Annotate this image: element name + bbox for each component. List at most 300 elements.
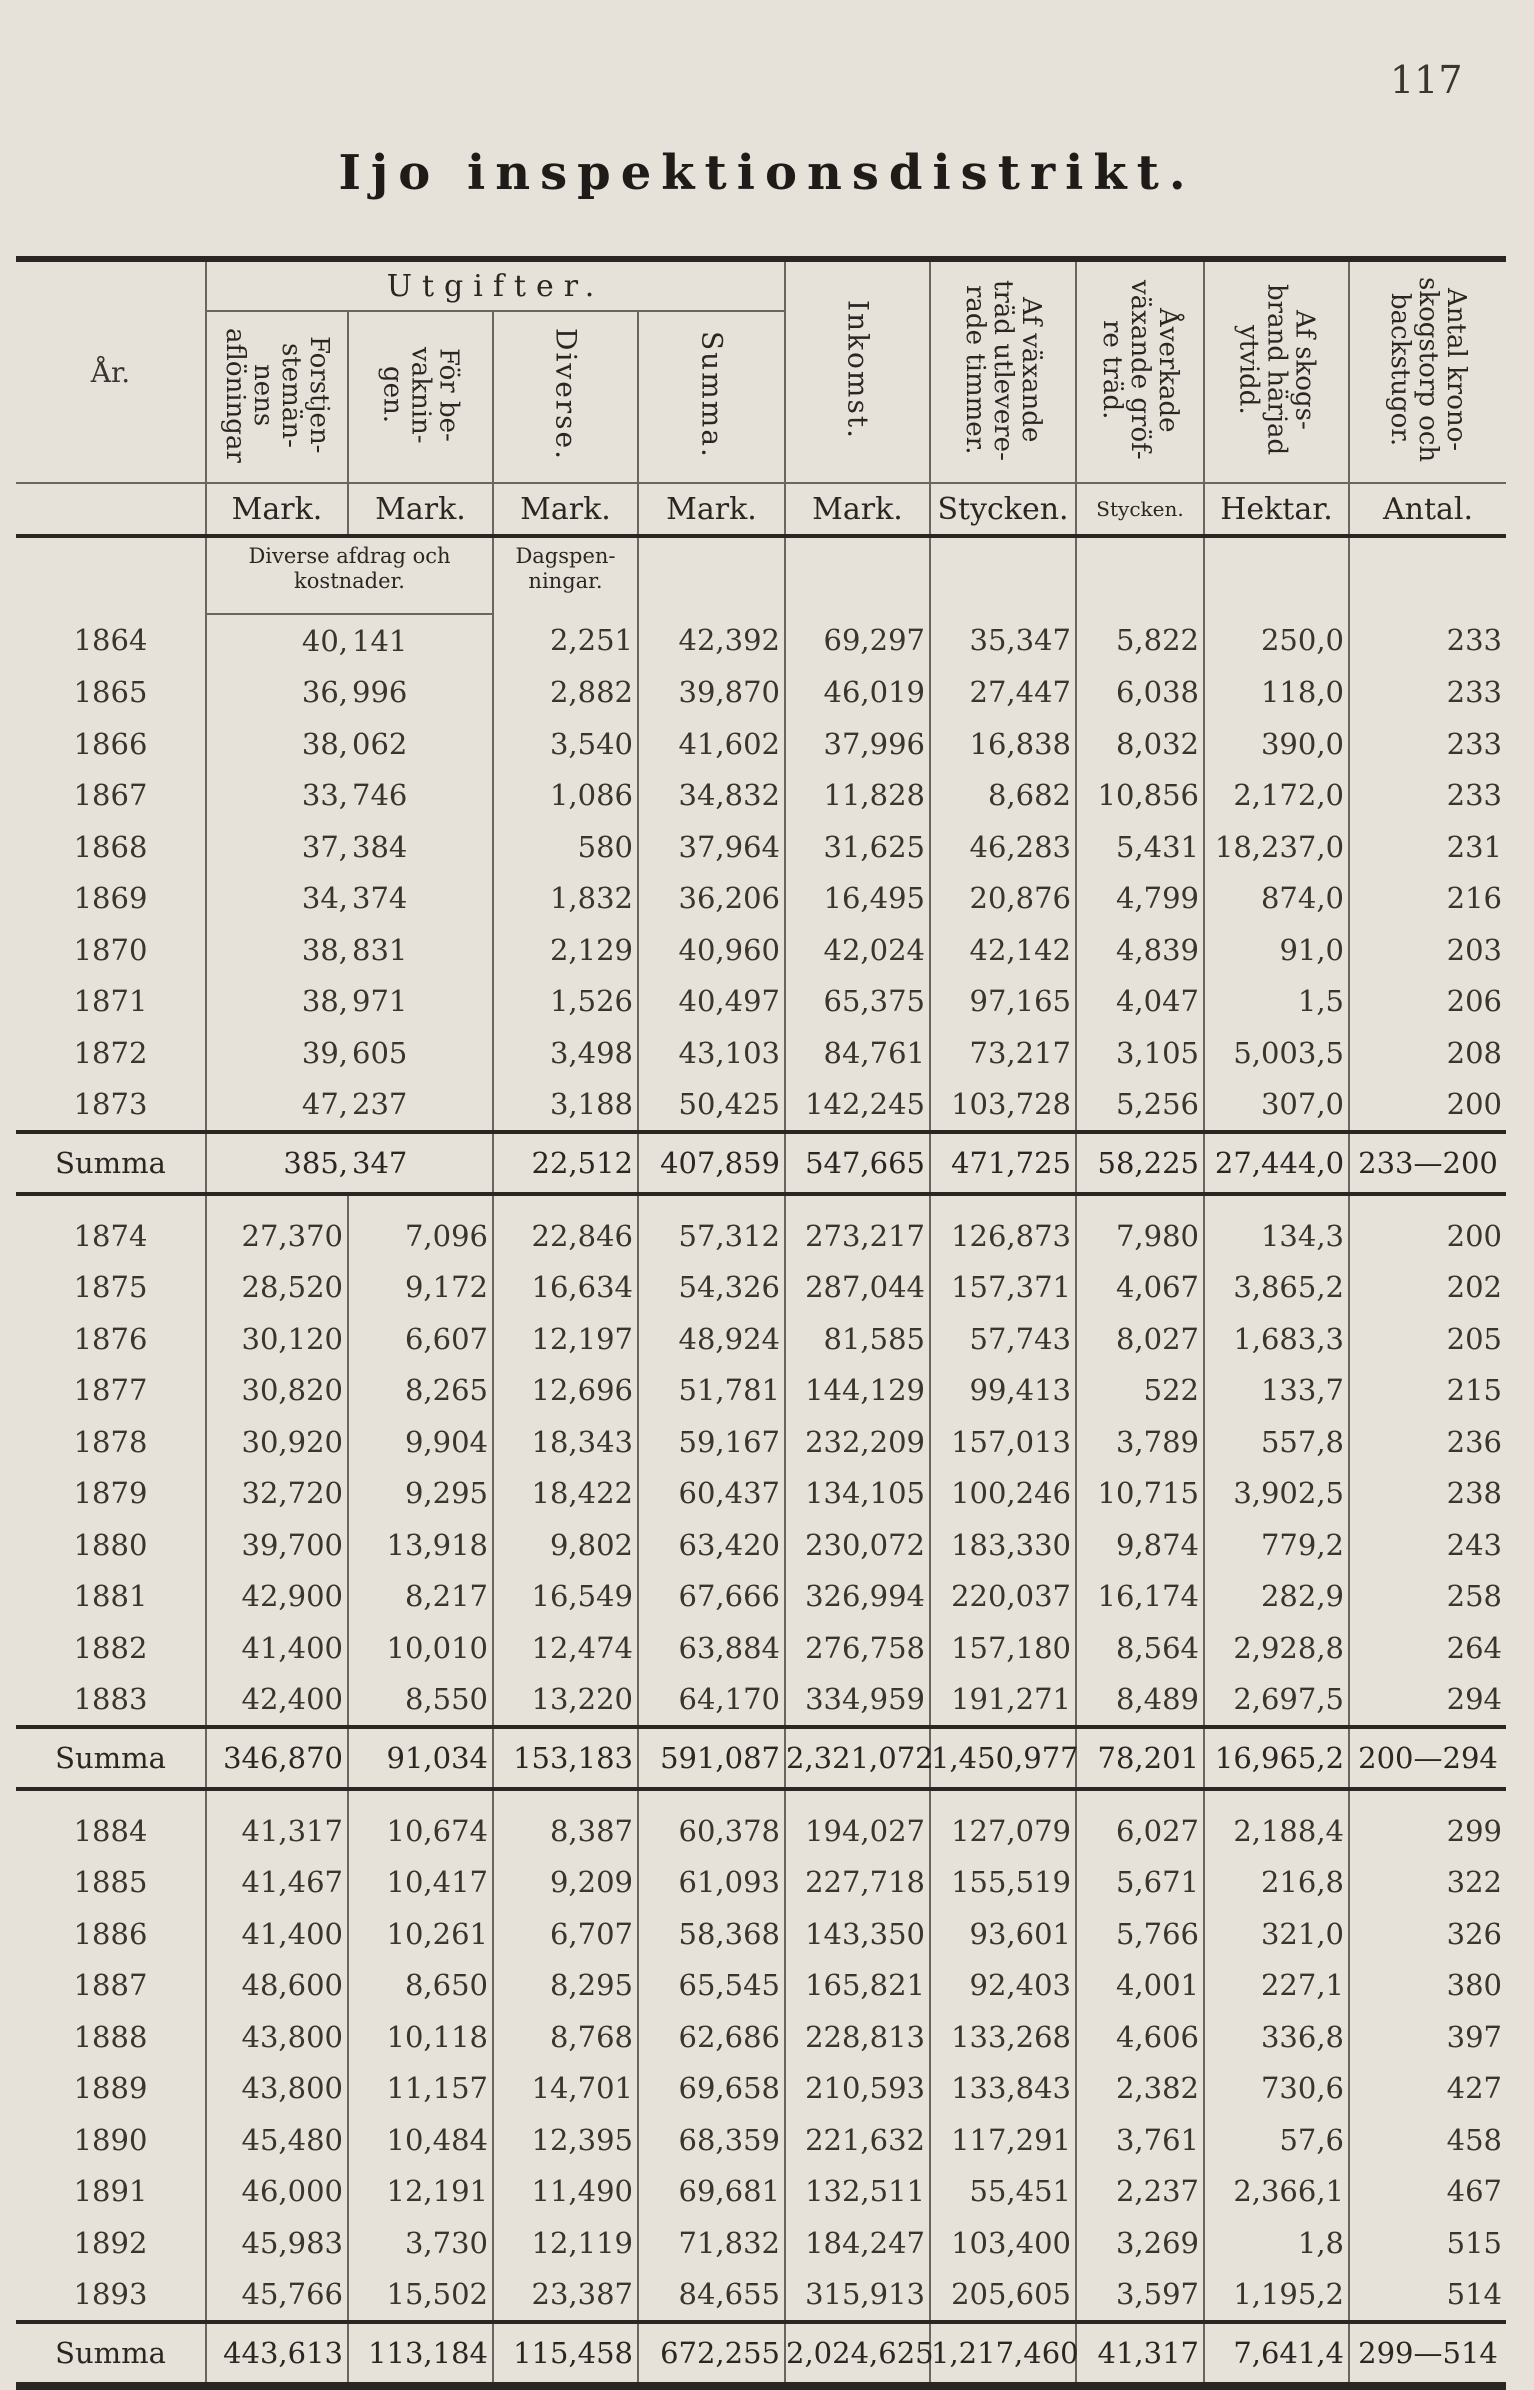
summa-cell: 407,859	[638, 1132, 785, 1194]
inkomst-cell: 16,495	[785, 873, 930, 925]
year-cell: 1891	[73, 2174, 148, 2209]
hektar-cell: 730,6	[1204, 2063, 1349, 2115]
diverse-cell: 9,209	[493, 1857, 638, 1909]
summa-cell: 34,832	[638, 770, 785, 822]
units-row	[16, 483, 1506, 536]
timmer-cell: 35,347	[930, 614, 1076, 667]
forstjen-header: Forstjen- stemän- nens aflöningar	[206, 311, 348, 483]
antal-cell: 208	[1349, 1027, 1506, 1079]
bevakning-cell: 11,157	[348, 2063, 493, 2115]
averkade-cell: 10,715	[1076, 1468, 1204, 1520]
year-cell: 1885	[73, 1865, 148, 1900]
hektar-cell: 16,965,2	[1204, 1727, 1349, 1789]
inkomst-cell: 334,959	[785, 1674, 930, 1728]
antal-cell: 205	[1349, 1313, 1506, 1365]
hektar-cell: 307,0	[1204, 1079, 1349, 1133]
summa-cell: 41,602	[638, 718, 785, 770]
hektar-cell: 779,2	[1204, 1519, 1349, 1571]
forstjen-cell: 45,983	[206, 2217, 348, 2269]
bevakning-cell: 6,607	[348, 1313, 493, 1365]
table-row	[16, 873, 1506, 925]
hektar-cell: 133,7	[1204, 1365, 1349, 1417]
antal-cell: 216	[1349, 873, 1506, 925]
antal-cell: 322	[1349, 1857, 1506, 1909]
antal-cell: 236	[1349, 1416, 1506, 1468]
bevakning-cell: 8,550	[348, 1674, 493, 1728]
summa-row	[16, 1132, 1506, 1194]
antal-cell: 299—514	[1349, 2322, 1506, 2384]
forstjen-cell: 30,820	[206, 1365, 348, 1417]
averkade-cell: 5,766	[1076, 1908, 1204, 1960]
year-cell: 1887	[73, 1968, 148, 2003]
averkade-cell: 3,597	[1076, 2269, 1204, 2323]
timmer-cell: 1,450,977	[930, 1727, 1076, 1789]
diverse-cell: 12,474	[493, 1622, 638, 1674]
antal-cell: 264	[1349, 1622, 1506, 1674]
antal-cell: 467	[1349, 2166, 1506, 2218]
forstjen-cell: 46,000	[206, 2166, 348, 2218]
diverse-cell: 23,387	[493, 2269, 638, 2323]
hektar-cell: 1,5	[1204, 976, 1349, 1028]
hektar-cell: 216,8	[1204, 1857, 1349, 1909]
timmer-cell: 100,246	[930, 1468, 1076, 1520]
table-row	[16, 2114, 1506, 2166]
table-row	[16, 1262, 1506, 1314]
antal-cell: 326	[1349, 1908, 1506, 1960]
antal-cell: 238	[1349, 1468, 1506, 1520]
diverse-cell: 22,846	[493, 1210, 638, 1262]
table-row	[16, 1027, 1506, 1079]
forstjen-cell: 45,480	[206, 2114, 348, 2166]
forstjen-cell: 41,400	[206, 1622, 348, 1674]
year-cell: 1892	[73, 2225, 148, 2260]
unit-stycken: Stycken.	[930, 483, 1076, 536]
antal-cell: 294	[1349, 1674, 1506, 1728]
hektar-cell: 2,697,5	[1204, 1674, 1349, 1728]
year-cell: 1881	[73, 1579, 148, 1614]
summa-cell: 69,681	[638, 2166, 785, 2218]
bevakning-cell: 10,484	[348, 2114, 493, 2166]
table-row	[16, 1079, 1506, 1133]
summa-label: Summa	[16, 1727, 206, 1789]
bevakning-cell: 9,295	[348, 1468, 493, 1520]
bevakning-cell: 347	[348, 1132, 493, 1194]
table-row	[16, 1416, 1506, 1468]
averkade-cell: 8,564	[1076, 1622, 1204, 1674]
units-blank	[16, 483, 206, 536]
summa-label: Summa	[16, 1132, 206, 1194]
summa-cell: 36,206	[638, 873, 785, 925]
year-cell: 1880	[73, 1527, 148, 1562]
header-row-top	[16, 262, 1506, 311]
summa-cell: 64,170	[638, 1674, 785, 1728]
dagspenningar-label: Dagspen- ningar.	[493, 536, 638, 614]
antal-cell: 200	[1349, 1079, 1506, 1133]
hektar-cell: 91,0	[1204, 924, 1349, 976]
bevakning-cell: 7,096	[348, 1210, 493, 1262]
inkomst-cell: 144,129	[785, 1365, 930, 1417]
inkomst-cell: 2,024,625	[785, 2322, 930, 2384]
hektar-cell: 227,1	[1204, 1960, 1349, 2012]
inkomst-cell: 547,665	[785, 1132, 930, 1194]
hektar-cell: 282,9	[1204, 1571, 1349, 1623]
row-spacer	[16, 1194, 1506, 1210]
diverse-cell: 2,251	[493, 614, 638, 667]
antal-cell: 233	[1349, 770, 1506, 822]
antal-cell: 233—200	[1349, 1132, 1506, 1194]
timmer-cell: 157,371	[930, 1262, 1076, 1314]
averkade-cell: 5,256	[1076, 1079, 1204, 1133]
forstjen-cell: 32,720	[206, 1468, 348, 1520]
averkade-cell: 2,382	[1076, 2063, 1204, 2115]
antal-cell: 200	[1349, 1210, 1506, 1262]
unit-mark: Mark.	[638, 483, 785, 536]
inkomst-cell: 46,019	[785, 667, 930, 719]
timmer-cell: 127,079	[930, 1805, 1076, 1857]
bevakning-cell: 996	[352, 675, 408, 710]
table-row	[16, 770, 1506, 822]
forstjen-cell: 41,400	[206, 1908, 348, 1960]
year-cell: 1865	[73, 675, 148, 710]
antal-cell: 515	[1349, 2217, 1506, 2269]
year-cell: 1874	[73, 1218, 148, 1253]
statistics-table	[16, 262, 1506, 2386]
averkade-cell: 8,027	[1076, 1313, 1204, 1365]
summa-cell: 40,960	[638, 924, 785, 976]
bevakning-cell: 384	[352, 829, 408, 864]
forstjen-cell: 41,467	[206, 1857, 348, 1909]
antal-cell: 215	[1349, 1365, 1506, 1417]
diverse-cell: 3,188	[493, 1079, 638, 1133]
diverse-cell: 16,634	[493, 1262, 638, 1314]
averkade-cell: 6,038	[1076, 667, 1204, 719]
forstjen-cell: 34,	[206, 873, 348, 925]
hektar-cell: 57,6	[1204, 2114, 1349, 2166]
summa-cell: 65,545	[638, 1960, 785, 2012]
inkomst-cell: 276,758	[785, 1622, 930, 1674]
diverse-cell: 12,197	[493, 1313, 638, 1365]
bevakning-cell: 10,417	[348, 1857, 493, 1909]
timmer-cell: 117,291	[930, 2114, 1076, 2166]
year-cell: 1882	[73, 1630, 148, 1665]
averkade-cell: 4,606	[1076, 2011, 1204, 2063]
forstjen-cell: 47,	[206, 1079, 348, 1133]
hektar-cell: 3,902,5	[1204, 1468, 1349, 1520]
antal-cell: 231	[1349, 821, 1506, 873]
forstjen-cell: 39,700	[206, 1519, 348, 1571]
year-cell: 1889	[73, 2071, 148, 2106]
hektar-cell: 874,0	[1204, 873, 1349, 925]
year-cell: 1893	[73, 2277, 148, 2312]
table-row	[16, 2269, 1506, 2323]
inkomst-cell: 84,761	[785, 1027, 930, 1079]
timmer-cell: 183,330	[930, 1519, 1076, 1571]
table-row	[16, 1805, 1506, 1857]
timmer-cell: 16,838	[930, 718, 1076, 770]
inkomst-cell: 227,718	[785, 1857, 930, 1909]
timmer-cell: 42,142	[930, 924, 1076, 976]
inkomst-cell: 194,027	[785, 1805, 930, 1857]
hektar-cell: 2,928,8	[1204, 1622, 1349, 1674]
timmer-cell: 97,165	[930, 976, 1076, 1028]
antal-cell: 258	[1349, 1571, 1506, 1623]
diverse-header: Diverse.	[493, 311, 638, 483]
timmer-cell: 157,180	[930, 1622, 1076, 1674]
unit-stycken: Stycken.	[1076, 483, 1204, 536]
diverse-cell: 2,882	[493, 667, 638, 719]
forstjen-cell: 33,	[206, 770, 348, 822]
summa-cell: 58,368	[638, 1908, 785, 1960]
diverse-cell: 8,768	[493, 2011, 638, 2063]
antal-cell: 206	[1349, 976, 1506, 1028]
bevakning-cell: 8,650	[348, 1960, 493, 2012]
skogsbrand-header: Af skogs- brand härjad ytvidd.	[1204, 262, 1349, 483]
averkade-cell: 58,225	[1076, 1132, 1204, 1194]
bevakning-header: För be- vaknin- gen.	[348, 311, 493, 483]
timmer-cell: 126,873	[930, 1210, 1076, 1262]
summa-cell: 63,420	[638, 1519, 785, 1571]
bevakning-cell: 113,184	[348, 2322, 493, 2384]
diverse-cell: 18,343	[493, 1416, 638, 1468]
summa-cell: 67,666	[638, 1571, 785, 1623]
summa-cell: 62,686	[638, 2011, 785, 2063]
page-title: Ijo inspektionsdistrikt.	[338, 145, 1196, 201]
averkade-cell: 4,047	[1076, 976, 1204, 1028]
averkade-cell: 4,067	[1076, 1262, 1204, 1314]
bevakning-cell: 10,261	[348, 1908, 493, 1960]
inkomst-cell: 143,350	[785, 1908, 930, 1960]
timmer-cell: 1,217,460	[930, 2322, 1076, 2384]
diverse-cell: 1,086	[493, 770, 638, 822]
timmer-cell: 471,725	[930, 1132, 1076, 1194]
table-row	[16, 1960, 1506, 2012]
timmer-cell: 103,728	[930, 1079, 1076, 1133]
inkomst-cell: 230,072	[785, 1519, 930, 1571]
row-spacer	[16, 1789, 1506, 1805]
table-row	[16, 2011, 1506, 2063]
year-cell: 1870	[73, 932, 148, 967]
antal-cell: 397	[1349, 2011, 1506, 2063]
averkade-cell: 2,237	[1076, 2166, 1204, 2218]
antal-cell: 427	[1349, 2063, 1506, 2115]
bevakning-cell: 15,502	[348, 2269, 493, 2323]
table-row	[16, 1571, 1506, 1623]
diverse-cell: 2,129	[493, 924, 638, 976]
hektar-cell: 1,8	[1204, 2217, 1349, 2269]
averkade-cell: 4,001	[1076, 1960, 1204, 2012]
summa-cell: 84,655	[638, 2269, 785, 2323]
bevakning-cell: 8,217	[348, 1571, 493, 1623]
table-row	[16, 1622, 1506, 1674]
averkade-cell: 7,980	[1076, 1210, 1204, 1262]
inkomst-header: Inkomst.	[785, 262, 930, 483]
hektar-cell: 2,188,4	[1204, 1805, 1349, 1857]
diverse-cell: 580	[493, 821, 638, 873]
bevakning-cell: 237	[352, 1087, 408, 1122]
statistics-table-wrapper	[16, 256, 1506, 2390]
diverse-cell: 1,832	[493, 873, 638, 925]
inkomst-cell: 184,247	[785, 2217, 930, 2269]
averkade-cell: 3,761	[1076, 2114, 1204, 2166]
table-row	[16, 1908, 1506, 1960]
hektar-cell: 1,683,3	[1204, 1313, 1349, 1365]
timmer-cell: 8,682	[930, 770, 1076, 822]
timmer-cell: 55,451	[930, 2166, 1076, 2218]
summa-label: Summa	[16, 2322, 206, 2384]
diverse-cell: 8,295	[493, 1960, 638, 2012]
hektar-cell: 390,0	[1204, 718, 1349, 770]
hektar-cell: 321,0	[1204, 1908, 1349, 1960]
inkomst-cell: 2,321,072	[785, 1727, 930, 1789]
inkomst-cell: 81,585	[785, 1313, 930, 1365]
summa-cell: 42,392	[638, 614, 785, 667]
summa-cell: 69,658	[638, 2063, 785, 2115]
year-cell: 1875	[73, 1270, 148, 1305]
hektar-cell: 27,444,0	[1204, 1132, 1349, 1194]
unit-hektar: Hektar.	[1204, 483, 1349, 536]
timmer-cell: 155,519	[930, 1857, 1076, 1909]
forstjen-cell: 45,766	[206, 2269, 348, 2323]
bevakning-cell: 10,674	[348, 1805, 493, 1857]
timmer-cell: 133,843	[930, 2063, 1076, 2115]
averkade-cell: 5,822	[1076, 614, 1204, 667]
summa-cell: 39,870	[638, 667, 785, 719]
year-cell: 1877	[73, 1373, 148, 1408]
table-row	[16, 1210, 1506, 1262]
averkade-cell: 9,874	[1076, 1519, 1204, 1571]
table-row	[16, 2217, 1506, 2269]
averkade-cell: 10,856	[1076, 770, 1204, 822]
antal-cell: 380	[1349, 1960, 1506, 2012]
bevakning-cell: 13,918	[348, 1519, 493, 1571]
year-cell: 1867	[73, 778, 148, 813]
bevakning-cell: 831	[352, 932, 408, 967]
averkade-cell: 5,431	[1076, 821, 1204, 873]
bevakning-cell: 746	[352, 778, 408, 813]
timmer-cell: 46,283	[930, 821, 1076, 873]
bevakning-cell: 3,730	[348, 2217, 493, 2269]
bevakning-cell: 10,118	[348, 2011, 493, 2063]
diverse-cell: 12,696	[493, 1365, 638, 1417]
table-row	[16, 1365, 1506, 1417]
antal-cell: 233	[1349, 667, 1506, 719]
inkomst-cell: 142,245	[785, 1079, 930, 1133]
hektar-cell: 336,8	[1204, 2011, 1349, 2063]
bevakning-cell: 605	[352, 1035, 408, 1070]
diverse-cell: 115,458	[493, 2322, 638, 2384]
forstjen-cell: 30,120	[206, 1313, 348, 1365]
forstjen-cell: 346,870	[206, 1727, 348, 1789]
year-header: År.	[90, 355, 131, 389]
forstjen-cell: 43,800	[206, 2011, 348, 2063]
inkomst-cell: 315,913	[785, 2269, 930, 2323]
summa-cell: 40,497	[638, 976, 785, 1028]
timmer-cell: 27,447	[930, 667, 1076, 719]
antal-cell: 203	[1349, 924, 1506, 976]
diverse-cell: 9,802	[493, 1519, 638, 1571]
summa-cell: 60,378	[638, 1805, 785, 1857]
diverse-cell: 18,422	[493, 1468, 638, 1520]
diverse-cell: 153,183	[493, 1727, 638, 1789]
year-cell: 1873	[73, 1087, 148, 1122]
antal-cell: 243	[1349, 1519, 1506, 1571]
year-cell: 1883	[73, 1682, 148, 1717]
utgifter-header: Utgifter.	[206, 262, 785, 311]
table-row	[16, 667, 1506, 719]
averkade-cell: 6,027	[1076, 1805, 1204, 1857]
timmer-cell: 73,217	[930, 1027, 1076, 1079]
timmer-cell: 157,013	[930, 1416, 1076, 1468]
forstjen-cell: 37,	[206, 821, 348, 873]
diverse-cell: 1,526	[493, 976, 638, 1028]
antal-cell: 202	[1349, 1262, 1506, 1314]
summa-header: Summa.	[638, 311, 785, 483]
hektar-cell: 2,366,1	[1204, 2166, 1349, 2218]
forstjen-cell: 38,	[206, 924, 348, 976]
diverse-cell: 14,701	[493, 2063, 638, 2115]
averkade-cell: 78,201	[1076, 1727, 1204, 1789]
bevakning-cell: 8,265	[348, 1365, 493, 1417]
averkade-cell: 41,317	[1076, 2322, 1204, 2384]
year-cell: 1866	[73, 726, 148, 761]
table-row	[16, 718, 1506, 770]
bevakning-cell: 971	[352, 984, 408, 1019]
summa-cell: 51,781	[638, 1365, 785, 1417]
summa-cell: 60,437	[638, 1468, 785, 1520]
unit-antal: Antal.	[1349, 483, 1506, 536]
hektar-cell: 134,3	[1204, 1210, 1349, 1262]
table-row	[16, 1519, 1506, 1571]
page-number: 117	[1390, 58, 1463, 102]
year-cell: 1871	[73, 984, 148, 1019]
forstjen-cell: 42,400	[206, 1674, 348, 1728]
antal-cell: 200—294	[1349, 1727, 1506, 1789]
diverse-cell: 11,490	[493, 2166, 638, 2218]
bevakning-cell: 91,034	[348, 1727, 493, 1789]
timmer-cell: 205,605	[930, 2269, 1076, 2323]
diverse-cell: 8,387	[493, 1805, 638, 1857]
averkade-cell: 3,105	[1076, 1027, 1204, 1079]
forstjen-cell: 40,	[206, 614, 348, 667]
timmer-cell: 92,403	[930, 1960, 1076, 2012]
diverse-cell: 16,549	[493, 1571, 638, 1623]
summa-cell: 43,103	[638, 1027, 785, 1079]
inkomst-cell: 134,105	[785, 1468, 930, 1520]
inkomst-cell: 11,828	[785, 770, 930, 822]
inkomst-cell: 232,209	[785, 1416, 930, 1468]
antal-cell: 514	[1349, 2269, 1506, 2323]
antal-cell: 299	[1349, 1805, 1506, 1857]
hektar-cell: 3,865,2	[1204, 1262, 1349, 1314]
summa-cell: 63,884	[638, 1622, 785, 1674]
timmer-cell: 133,268	[930, 2011, 1076, 2063]
inkomst-cell: 69,297	[785, 614, 930, 667]
diverse-cell: 6,707	[493, 1908, 638, 1960]
table-row	[16, 1313, 1506, 1365]
inkomst-cell: 65,375	[785, 976, 930, 1028]
year-cell: 1864	[73, 623, 148, 658]
summa-cell: 672,255	[638, 2322, 785, 2384]
summa-cell: 48,924	[638, 1313, 785, 1365]
year-cell: 1868	[73, 829, 148, 864]
table-row	[16, 2166, 1506, 2218]
averkade-cell: 4,799	[1076, 873, 1204, 925]
year-cell: 1872	[73, 1035, 148, 1070]
timmer-cell: 20,876	[930, 873, 1076, 925]
inkomst-cell: 132,511	[785, 2166, 930, 2218]
year-cell: 1876	[73, 1321, 148, 1356]
bevakning-cell: 062	[352, 726, 408, 761]
